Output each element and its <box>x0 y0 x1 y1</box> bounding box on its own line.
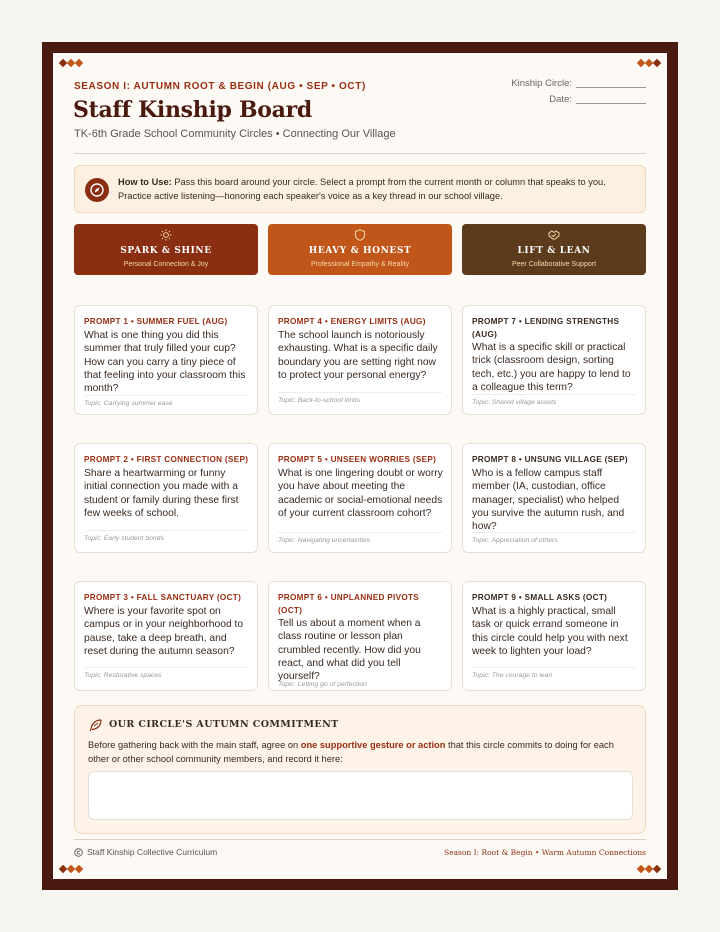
how-to-use-panel <box>74 165 646 213</box>
date-field[interactable] <box>576 103 646 104</box>
prompt-topic: Topic: Navigating uncertainties <box>278 532 442 544</box>
prompt-label: PROMPT 6 • UNPLANNED PIVOTS (OCT) <box>278 593 420 615</box>
prompt-label: PROMPT 8 • UNSUNG VILLAGE (SEP) <box>472 455 628 464</box>
commitment-text: Before gathering back with the main staff, agree on one supportive gesture or action that this circle commits to doing for each other or other school community members, and record it here: <box>88 740 614 764</box>
footer-right: Season I: Root & Begin • Warm Autumn Connections <box>444 848 646 857</box>
prompt-topic: Topic: Letting go of perfection <box>278 681 367 688</box>
footer-credit: Staff Kinship Collective Curriculum <box>87 847 218 857</box>
corner-ornament <box>60 866 82 872</box>
prompt-label: PROMPT 4 • ENERGY LIMITS (AUG) <box>278 317 426 326</box>
shield-icon <box>354 229 366 241</box>
column-subtitle: Peer Collaborative Support <box>511 261 597 268</box>
how-to-use-text: How to Use: Pass this board around your circle. Select a prompt from the current month or column that speaks to you. Practice active listening—honoring each speaker's voice as a key thread in our school village. <box>118 177 606 201</box>
prompt-card-9[interactable] <box>462 581 646 691</box>
page-title: Staff Kinship Board <box>73 97 312 123</box>
board-page <box>53 53 667 879</box>
footer-left <box>74 847 217 857</box>
handshake-icon <box>548 229 560 241</box>
feather-icon <box>88 718 103 733</box>
copyright-icon <box>74 848 83 857</box>
prompt-question: Tell us about a moment when a class routine or lesson plan crumbled recently. How did you react, and what did you tell yourself? <box>278 618 421 683</box>
corner-ornament <box>638 866 660 872</box>
prompt-card-5[interactable] <box>268 443 452 553</box>
commitment-title: OUR CIRCLE'S AUTUMN COMMITMENT <box>109 719 339 730</box>
prompt-question: Where is your favorite spot on campus or in your neighborhood to pause, take a deep breath, and reset during the autumn season? <box>84 606 244 657</box>
meta-fields <box>511 76 646 108</box>
column-title: SPARK & SHINE <box>120 246 212 256</box>
sun-icon <box>160 229 172 241</box>
divider <box>74 153 646 154</box>
prompt-card-8[interactable] <box>462 443 646 553</box>
prompt-topic: Topic: Restorative spaces <box>84 667 248 679</box>
prompt-label: PROMPT 7 • LENDING STRENGTHS (AUG) <box>472 317 620 339</box>
footer-divider <box>74 839 646 840</box>
kinship-circle-label: Kinship Circle: <box>511 78 572 89</box>
compass-icon <box>85 178 109 202</box>
column-title: HEAVY & HONEST <box>308 246 412 256</box>
column-header-lift-lean <box>462 224 646 275</box>
page-subtitle: TK-6th Grade School Community Circles • Connecting Our Village <box>74 128 396 140</box>
commitment-input[interactable] <box>88 771 633 820</box>
prompt-topic: Topic: Appreciation of others <box>472 532 636 544</box>
prompt-label: PROMPT 5 • UNSEEN WORRIES (SEP) <box>278 455 437 464</box>
prompt-card-2[interactable] <box>74 443 258 553</box>
prompt-label: PROMPT 3 • FALL SANCTUARY (OCT) <box>84 593 242 602</box>
column-header-spark-shine <box>74 224 258 275</box>
prompt-topic: Topic: Early student bonds <box>84 530 248 542</box>
prompt-card-4[interactable] <box>268 305 452 415</box>
prompt-label: PROMPT 2 • FIRST CONNECTION (SEP) <box>84 455 249 464</box>
prompt-label: PROMPT 9 • SMALL ASKS (OCT) <box>472 593 608 602</box>
prompt-topic: Topic: Carrying summer ease <box>84 395 248 407</box>
commitment-panel <box>74 705 646 834</box>
column-subtitle: Professional Empathy & Reality <box>310 261 410 268</box>
page-frame <box>42 42 678 890</box>
prompt-card-6[interactable] <box>268 581 452 691</box>
prompt-question: Share a heartwarming or funny initial connection you made with a student or family during these first few weeks of school. <box>84 468 239 519</box>
prompt-topic: Topic: Shared village assets <box>472 394 636 406</box>
column-title: LIFT & LEAN <box>517 246 591 256</box>
prompt-question: Who is a fellow campus staff member (IA, custodian, office manager, specialist) who helped you survive the autumn rush, and how? <box>472 468 625 533</box>
prompt-question: What is one lingering doubt or worry you have about meeting the academic or social-emotional needs of your current classroom cohort? <box>278 468 443 519</box>
date-label: Date: <box>549 94 572 105</box>
prompt-label: PROMPT 1 • SUMMER FUEL (AUG) <box>84 317 228 326</box>
prompt-topic: Topic: The courage to lean <box>472 667 636 679</box>
prompt-topic: Topic: Back-to-school limits <box>278 392 442 404</box>
season-label: SEASON I: AUTUMN ROOT & BEGIN (AUG • SEP • OCT) <box>74 81 366 92</box>
corner-ornament <box>638 60 660 66</box>
column-header-heavy-honest <box>268 224 452 275</box>
prompt-question: The school launch is notoriously exhausting. What is a specific daily boundary you are setting right now to protect your personal energy? <box>278 330 438 381</box>
prompt-question: What is a specific skill or practical trick (classroom design, sorting tech, etc.) you are happy to lend to a colleague this term? <box>472 342 631 393</box>
prompt-question: What is a highly practical, small task or quick errand someone in this circle could help you with next week to lighten your load? <box>472 606 628 657</box>
column-subtitle: Personal Connection & Joy <box>123 261 209 268</box>
prompt-card-7[interactable] <box>462 305 646 415</box>
kinship-circle-field[interactable] <box>576 87 646 88</box>
prompt-card-3[interactable] <box>74 581 258 691</box>
prompt-card-1[interactable] <box>74 305 258 415</box>
corner-ornament <box>60 60 82 66</box>
prompt-question: What is one thing you did this summer that truly filled your cup? How can you carry a tiny piece of that feeling into your classroom this month? <box>84 330 246 395</box>
